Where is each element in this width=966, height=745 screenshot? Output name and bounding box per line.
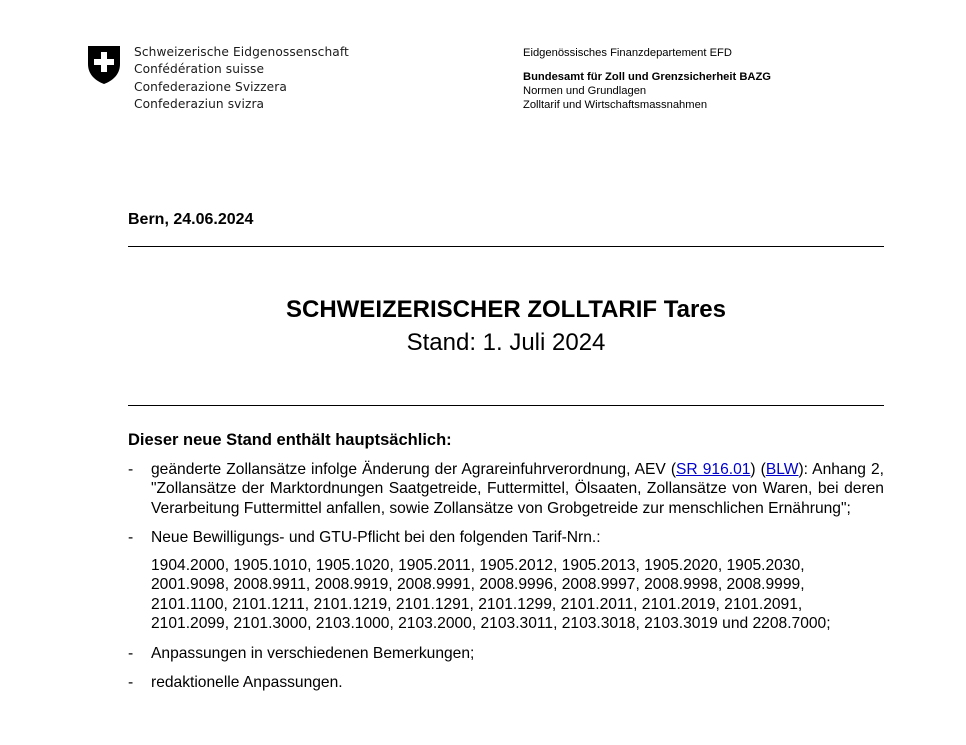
item-text-part: ) ( (750, 460, 766, 478)
tariff-line: 2101.1100, 2101.1211, 2101.1219, 2101.1291, 2101.1299, 2101.2011, 2101.2019, 2101.2091, (151, 595, 803, 613)
list-item (128, 460, 884, 519)
confederation-name-de: Schweizerische Eidgenossenschaft (134, 45, 349, 59)
list-dash: - (128, 529, 134, 546)
department-block (523, 46, 771, 112)
list-dash: - (128, 460, 134, 478)
confederation-logo-block (86, 44, 349, 114)
date-line: Bern, 24.06.2024 (128, 211, 254, 228)
blw-link[interactable]: BLW (765, 460, 799, 478)
content-section (128, 431, 884, 703)
document-title: SCHWEIZERISCHER ZOLLTARIF Tares (285, 296, 726, 323)
office-section: Zolltarif und Wirtschaftsmassnahmen (523, 99, 708, 111)
tariff-line: 2001.9098, 2008.9911, 2008.9919, 2008.9991, 2008.9996, 2008.9997, 2008.9998, 2008.9999, (151, 576, 805, 593)
content-heading: Dieser neue Stand enthält hauptsächlich: (128, 431, 452, 449)
list-item (128, 644, 884, 664)
list-item-text (151, 460, 884, 519)
tariff-line: 1904.2000, 1905.1010, 1905.1020, 1905.2011, 1905.2012, 1905.2013, 1905.2020, 1905.2030, (151, 556, 805, 574)
list-item (128, 673, 884, 693)
swiss-shield-icon (86, 44, 122, 85)
item-text-part: geänderte Zollansätze infolge Änderung der Agrareinfuhrverordnung, AEV ( (151, 460, 677, 478)
office-division: Normen und Grundlagen (523, 85, 647, 97)
list-item-text: redaktionelle Anpassungen. (151, 674, 343, 691)
divider-bottom (128, 405, 884, 406)
list-dash: - (128, 644, 134, 662)
list-dash: - (128, 674, 134, 691)
list-item-text: Anpassungen in verschiedenen Bemerkungen; (151, 644, 475, 662)
tariff-number-list (128, 556, 884, 634)
list-item (128, 528, 884, 548)
confederation-name-fr: Confédération suisse (134, 62, 265, 77)
tariff-line: 2101.2099, 2101.3000, 2103.1000, 2103.2000, 2103.3011, 2103.3018, 2103.3019 und 2208.7000; (151, 615, 831, 632)
confederation-name-it: Confederazione Svizzera (134, 79, 287, 94)
office-name: Bundesamt für Zoll und Grenzsicherheit BAZG (523, 71, 772, 83)
divider-top (128, 246, 884, 247)
confederation-name-rm: Confederaziun svizra (134, 97, 265, 112)
document-subtitle: Stand: 1. Juli 2024 (406, 329, 606, 356)
department-name: Eidgenössisches Finanzdepartement EFD (523, 47, 732, 59)
sr-916-01-link[interactable]: SR 916.01 (676, 460, 751, 478)
title-block (128, 294, 884, 360)
list-item-text: Neue Bewilligungs- und GTU-Pflicht bei den folgenden Tarif-Nrn.: (151, 529, 601, 546)
item-text-part: ): Anhang 2, "Zollansätze der Marktordnungen Saatgetreide, Futtermittel, Ölsaaten, Zollansätze von Waren, bei deren Verarbeitung Futtermittel anfallen, sowie Zollansätze von Grobgetreide zur menschlichen Ernährung"; (151, 460, 884, 517)
confederation-names (134, 44, 349, 114)
